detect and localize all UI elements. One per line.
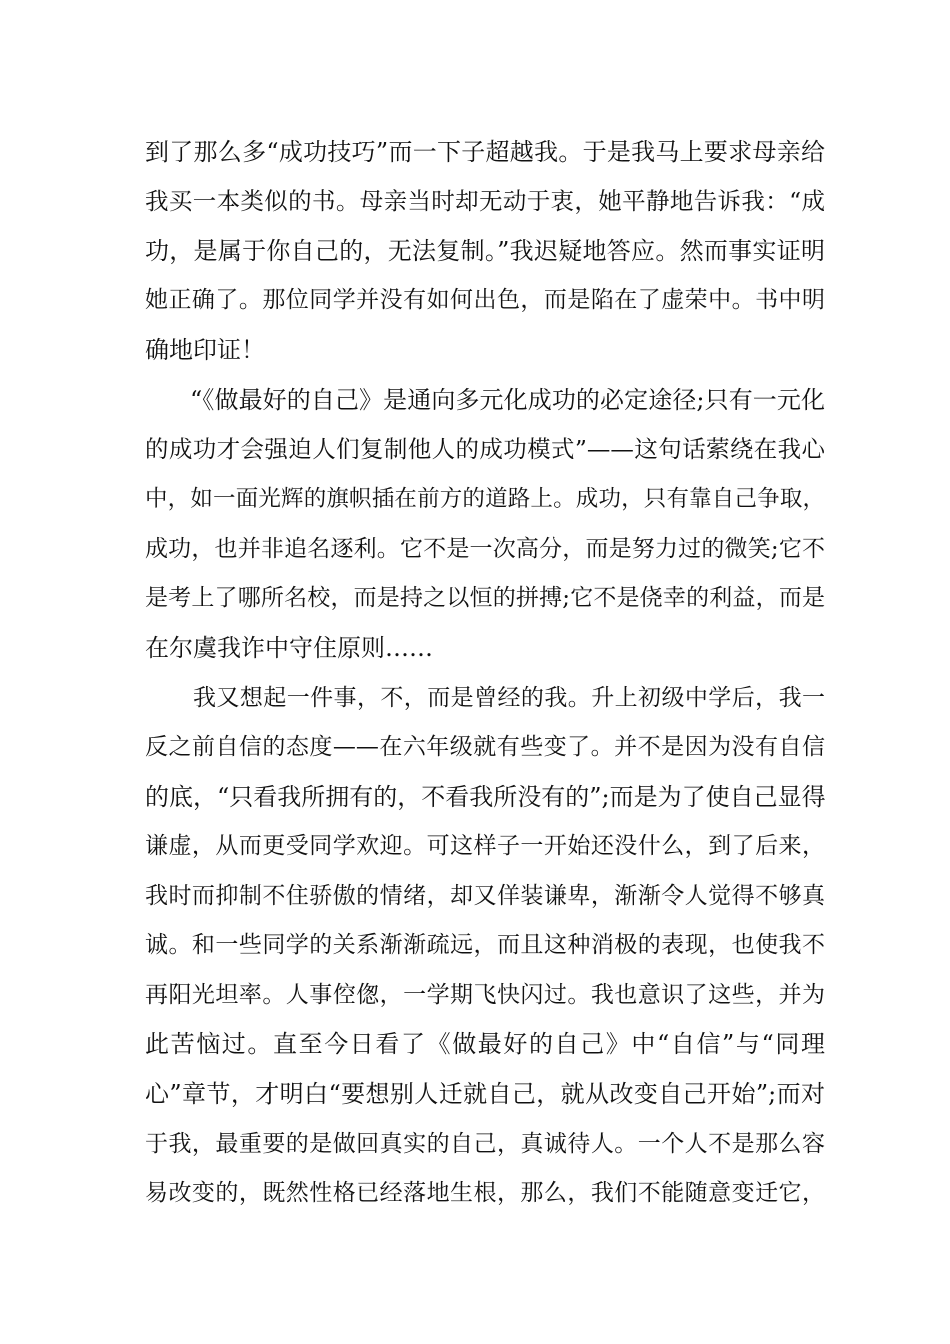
text-line: 谦虚，从而更受同学欢迎。可这样子一开始还没什么，到了后来， <box>145 833 825 859</box>
text-line: 到了那么多“成功技巧”而一下子超越我。于是我马上要求母亲给 <box>145 138 825 166</box>
text-line: 反之前自信的态度——在六年级就有些变了。并不是因为没有自信 <box>145 734 825 760</box>
text-line: 我买一本类似的书。母亲当时却无动于衷，她平静地告诉我：“成 <box>145 187 825 215</box>
text-line: 心”章节，才明白“要想别人迁就自己，就从改变自己开始”;而对 <box>145 1080 825 1108</box>
text-line: 功，是属于你自己的，无法复制。”我迟疑地答应。然而事实证明 <box>145 237 825 265</box>
text-line: 易改变的，既然性格已经落地生根，那么，我们不能随意变迁它， <box>145 1180 825 1206</box>
text-line: 她正确了。那位同学并没有如何出色，而是陷在了虚荣中。书中明 <box>145 287 825 313</box>
text-line: 的底，“只看我所拥有的，不看我所没有的”;而是为了使自己显得 <box>145 783 826 811</box>
text-line: “《做最好的自己》是通向多元化成功的必定途径;只有一元化 <box>190 386 825 414</box>
text-line: 确地印证！ <box>145 336 265 364</box>
text-line: 于我，最重要的是做回真实的自己，真诚待人。一个人不是那么容 <box>145 1131 825 1157</box>
text-line: 我时而抑制不住骄傲的情绪，却又佯装谦卑，渐渐令人觉得不够真 <box>145 883 825 909</box>
text-line: 成功，也并非追名逐利。它不是一次高分，而是努力过的微笑;它不 <box>145 536 825 562</box>
text-line: 的成功才会强迫人们复制他人的成功模式”——这句话萦绕在我心 <box>145 435 825 463</box>
text-line: 中，如一面光辉的旗帜插在前方的道路上。成功，只有靠自己争取， <box>145 486 825 512</box>
text-line: 我又想起一件事，不，而是曾经的我。升上初级中学后，我一 <box>193 685 825 711</box>
text-line: 此苦恼过。直至今日看了《做最好的自己》中“自信”与“同理 <box>145 1030 825 1058</box>
text-line: 在尔虞我诈中守住原则…… <box>145 634 433 662</box>
text-line: 再阳光坦率。人事倥偬，一学期飞快闪过。我也意识了这些，并为 <box>145 982 825 1008</box>
text-line: 是考上了哪所名校，而是持之以恒的拼搏;它不是侥幸的利益，而是 <box>145 585 825 611</box>
text-line: 诚。和一些同学的关系渐渐疏远，而且这种消极的表现，也使我不 <box>145 932 825 958</box>
